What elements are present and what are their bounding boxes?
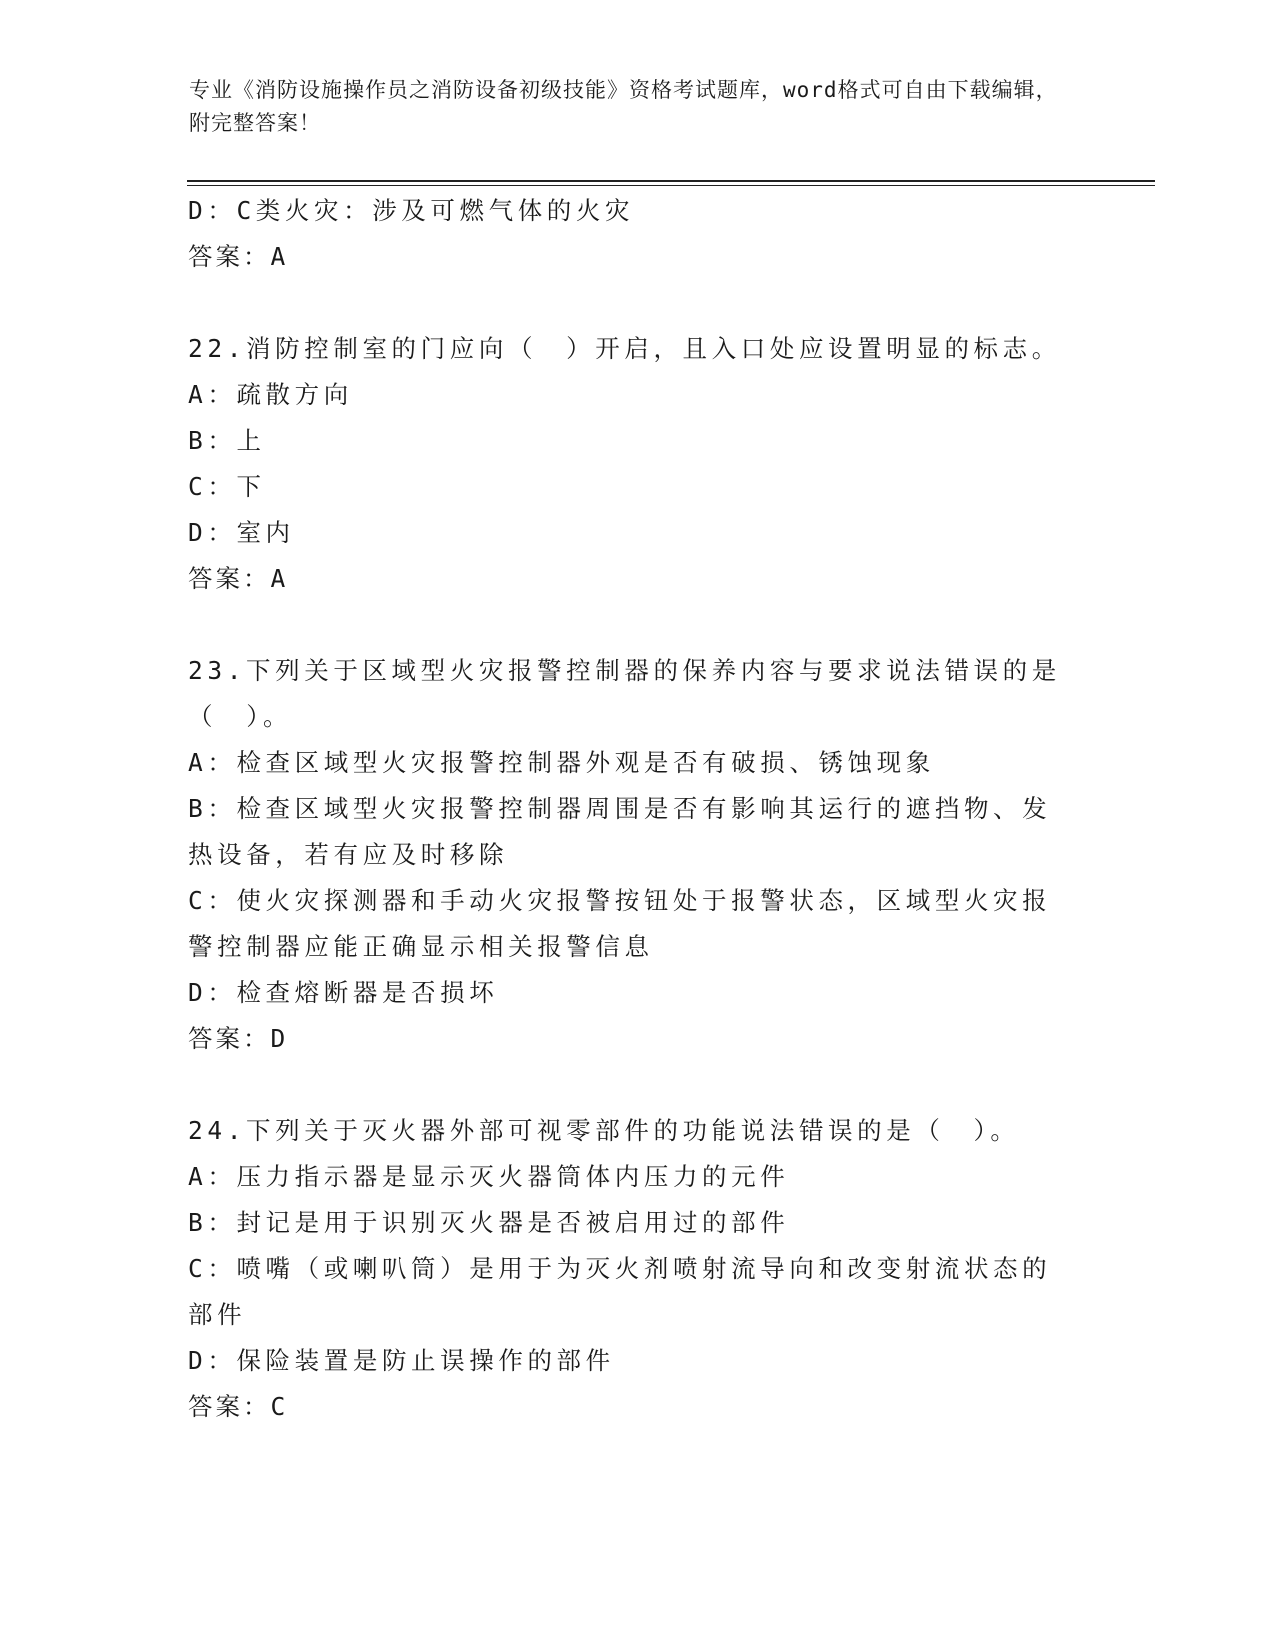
option-b: B：封记是用于识别灭火器是否被启用过的部件	[188, 1208, 790, 1237]
question-stem: 24.下列关于灭火器外部可视零部件的功能说法错误的是（ ）。	[188, 1116, 1020, 1145]
spacer	[188, 1062, 1078, 1108]
option-d: D：室内	[188, 518, 295, 547]
option-b: B：上	[188, 426, 266, 455]
option-d: D：保险装置是防止误操作的部件	[188, 1346, 615, 1375]
question-stem: 23.下列关于区域型火灾报警控制器的保养内容与要求说法错误的是（ ）。	[188, 656, 1061, 731]
option-a: A：压力指示器是显示灭火器筒体内压力的元件	[188, 1162, 790, 1191]
option-b: B：检查区域型火灾报警控制器周围是否有影响其运行的遮挡物、发热设备，若有应及时移除	[188, 794, 1052, 869]
option-d: D：C类火灾：涉及可燃气体的火灾	[188, 196, 635, 225]
answer: 答案：A	[188, 564, 289, 593]
header-rule-thick	[187, 180, 1155, 182]
question-24	[188, 1108, 1078, 1430]
spacer	[188, 602, 1078, 648]
spacer	[188, 280, 1078, 326]
option-c: C：喷嘴（或喇叭筒）是用于为灭火剂喷射流导向和改变射流状态的部件	[188, 1254, 1052, 1329]
option-a: A：检查区域型火灾报警控制器外观是否有破损、锈蚀现象	[188, 748, 935, 777]
question-23	[188, 648, 1078, 1062]
header-rule-thin	[187, 185, 1155, 186]
question-21-continued	[188, 188, 1078, 280]
question-22	[188, 326, 1078, 602]
answer: 答案：D	[188, 1024, 289, 1053]
option-c: C：下	[188, 472, 266, 501]
question-stem: 22.消防控制室的门应向（ ）开启，且入口处应设置明显的标志。	[188, 334, 1061, 363]
answer: 答案：A	[188, 242, 289, 271]
document-body	[188, 188, 1078, 1430]
answer: 答案：C	[188, 1392, 289, 1421]
document-header: 专业《消防设施操作员之消防设备初级技能》资格考试题库，word格式可自由下载编辑，附完整答案！	[189, 78, 1058, 135]
option-c: C：使火灾探测器和手动火灾报警按钮处于报警状态，区域型火灾报警控制器应能正确显示相关报警信息	[188, 886, 1052, 961]
option-d: D：检查熔断器是否损坏	[188, 978, 499, 1007]
option-a: A：疏散方向	[188, 380, 353, 409]
